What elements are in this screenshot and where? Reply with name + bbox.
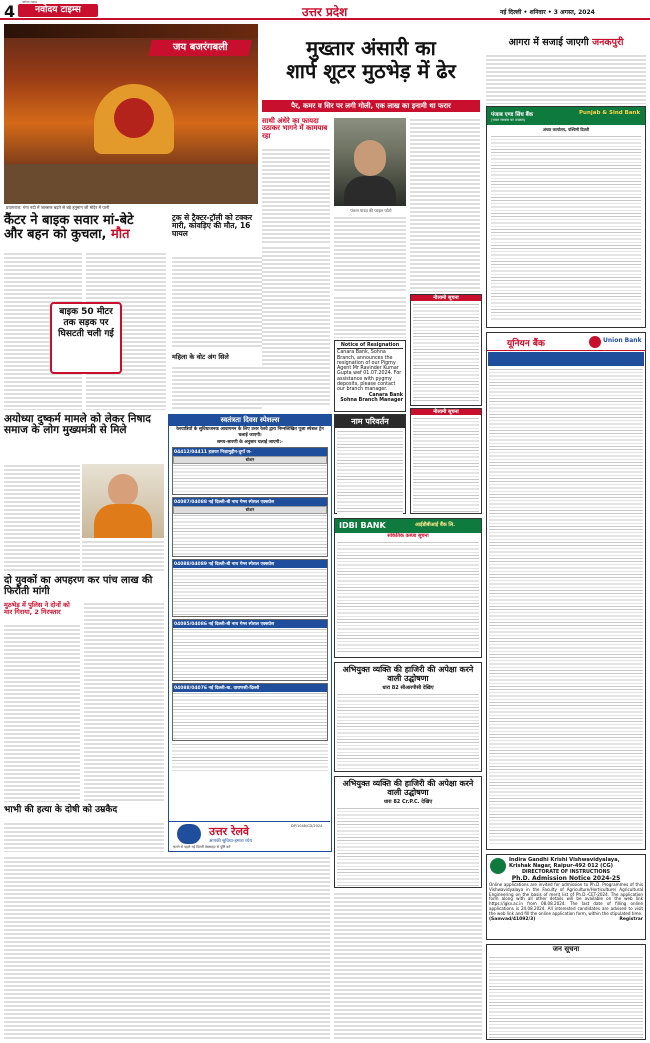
idbi-sub: सांकेतिक कब्जा सूचना [387,533,429,539]
photo-caption: प्रयागराज: गंगा नदी में जलस्तर बढ़ने से बड़े हनुमान जी मंदिर में पानी [6,205,110,210]
igkv-sign: Registrar [619,916,643,922]
page-number: 4 [4,2,16,21]
psb-body [491,135,641,321]
masthead-brand: नवोदय टाइम्स [18,4,98,17]
lead-photo [334,118,406,206]
rail-title: स्वतंत्रता दिवस स्पेशल्स [169,415,331,426]
igkv-ad [486,854,646,940]
idbi-ad [334,518,482,658]
union-bank-ad [486,332,646,850]
lead-body-4 [262,246,330,406]
railway-ad [168,414,332,852]
union-name-en: Union Bank [603,337,642,344]
name-change-title: नाम परिवर्तन [335,415,405,428]
appear-title-1: अभियुक्त व्यक्ति की हाजिरी की अपेक्षा करने वाली उद्घोषणा [342,665,474,683]
cm-photo [82,464,164,538]
lead-body-2 [334,216,406,292]
lead-body-1 [262,148,330,244]
rail-train-2: 04087/04088 नई दिल्ली-बी नाथ गेम्स स्पेशल एक्सप्रेस स्टेशन [172,497,328,557]
auction-notice-2 [410,408,482,514]
union-logo-icon [589,336,601,348]
notice-body: Canara Bank, Sohna Branch, announces the resignation of our Pigmy Agent Mr Ravinder Kumar Gupta wef 01.07.2024. For assistance with pygmy deposits, please contact our branch manager. [337,350,402,393]
psb-title: पंजाब एण्ड सिंध बैंक [491,112,534,118]
photo-banner: जय बजरंगबली [148,40,251,56]
psb-tag: (भारत सरकार का उपक्रम) [491,118,525,122]
lead-strap: पैर, कमर व सिर पर लगी गोली, एक लाख का इनामी था फरार [262,100,480,112]
appear-sec-2: धारा 82 Cr.P.C. देखिए [383,799,433,805]
lead-body-5 [334,296,406,338]
bottom-mid-body [334,892,482,1040]
section-title: उत्तर प्रदेश [302,5,348,19]
dateline: नई दिल्ली • शनिवार • 3 अगस्त, 2024 [500,9,595,16]
union-name: यूनियन बैंक [507,339,545,349]
public-notice [486,944,646,1040]
votes-body [172,366,262,410]
auction-title-1: नीलामी सूचना [411,295,481,301]
notice-sign: Canara Bank [368,392,403,398]
masthead-brand-small: नवोदय टाइम्स [22,0,38,4]
public-notice-title: जन सूचना [552,945,580,953]
union-header [487,333,645,351]
psb-sub: अंचल कार्यालय, पश्चिमी दिल्ली [542,127,590,132]
bottom-col-body [4,856,330,1040]
psb-ad [486,106,646,328]
rail-footer-brand: उत्तर रेलवे [209,825,250,838]
psb-header [487,107,645,125]
kanter-bubble: बाइक 50 मीटर तक सड़क पर घिसटती चली गई [50,302,122,374]
rail-footer [169,821,330,851]
igkv-title: Indira Gandhi Krishi Vishwavidyalaya, Krishak Nagar, Raipur-492 012 (CG) [509,857,620,869]
kidnap-sub: मुठभेड़ में पुलिस ने दोनों को मार गिराया, 2 गिरफ्तार [4,601,70,616]
notice-sign2: Sohna Branch Manager [340,397,403,403]
igkv-logo-icon [490,858,506,874]
votes-headline: महिला के वोट अंग सिले [172,353,229,361]
agra-body [486,54,646,104]
lead-sub: साथी अंधेरे का फायदा उठाकर भागने में कामयाब रहा [262,117,328,140]
rail-train-4: 04085/04086 नई दिल्ली-बी नाथ गेम्स स्पेशल एक्सप्रेस [172,619,328,681]
rail-footer-note: चलने से पहले नई दिल्ली वेबसाइट से पुष्टि करें [173,845,231,849]
rail-train-5: 04088/04076 नई दिल्ली-बा. वाराणसी-दिल्ली [172,683,328,741]
rail-footer-tag: आपकी सुविधा-हमारा ध्येय [209,839,253,844]
auction-title-2: नीलामी सूचना [411,409,481,415]
appear-sec-1: धारा 82 सीआरपीसी देखिए [382,685,434,691]
truck-headline: ट्रक से ट्रैक्टर-ट्रॉली को टक्कर मारी, कांवड़िए की मौत, 16 घायल [172,213,253,238]
masthead [0,0,650,20]
kidnap-body-b [84,602,164,802]
igkv-code: (Samvad/41092/3) [489,916,536,922]
igkv-head: Ph.D. Admission Notice 2024-25 [511,875,621,882]
rail-sub: रेलयात्रियों के सुविधाजनक आवागमन के लिए उत्तर रेलवे द्वारा निम्नलिखित पूजा स्पेशल ट्रेन चलाई जाएगी। [176,427,324,438]
auction-notice-1 [410,294,482,406]
kidnap-headline: दो युवकों का अपहरण कर पांच लाख की फिरौती मांगी [4,575,153,597]
truck-body [172,256,262,348]
rail-train-3: 04088/04089 नई दिल्ली-बी नाथ गेम्स स्पेशल एक्सप्रेस [172,559,328,617]
igkv-body: Online applications are invited for admission to Ph.D. Programmes of this Vishwavidyalaya in the Faculty of Agriculture/Horticulture/ Agricultural Engineering on the basis of merit list of Ph.D.-CET-2024. The application form along with all other details will be available on the web link https://igkv.ac.in from 08.08.2024. The last date of filling online applications is 24.08.2024. All interested candidates are advised to visit the web link and fill the online application form, within the stipulated time. [489,882,643,916]
igkv-sub: DIRECTORATE OF INSTRUCTIONS [521,870,611,875]
lead-headline: मुख्तार अंसारी का शार्प शूटर मुठभेड़ में ढेर [286,36,456,83]
name-change [334,414,406,514]
appear-title-2: अभियुक्त व्यक्ति की हाजिरी की अपेक्षा करने वाली उद्घोषणा [342,779,474,797]
rail-code: DP/1048/CD/2024 [291,824,323,828]
kidnap-body-a [4,624,80,802]
psb-title-en: Punjab & Sind Bank [579,110,641,116]
rail-train-1: 04412/04411 हज़रत निज़ामुद्दीन-दुर्गा ज- स्टेशन [172,447,328,495]
notice-title: Notice of Resignation [337,343,403,349]
agra-headline: आगरा में सजाई जाएगी जनकपुरी [508,37,624,48]
lead-photo-caption: पंकज यादव की फाइल फोटो [350,208,392,213]
kanter-headline: कैंटर ने बाइक सवार मां-बेटे और बहन को कुचला, मौत [4,213,134,242]
rail-sub2: समय-सारणी के अनुसार चलाई जाएगी:- [216,440,284,445]
idbi-header [335,519,481,533]
ayodhya-headline: अयोध्या दुष्कर्म मामले को लेकर निषाद समाज के लोग मुख्यमंत्री से मिले [4,413,151,437]
bhabhi-body [4,822,164,852]
resignation-notice [334,340,406,412]
bhabhi-headline: भाभी की हत्या के दोषी को उम्रकैद [4,805,118,815]
appearance-notice-1 [334,662,482,772]
lead-body-3 [410,118,480,292]
ayodhya-body-b [82,540,164,572]
ayodhya-body [4,464,80,572]
idbi-name: IDBI BANK [339,521,386,530]
idbi-head: आईडीबीआई बैंक लि. [415,522,456,528]
appearance-notice-2 [334,776,482,888]
rail-logo-icon [177,824,201,844]
